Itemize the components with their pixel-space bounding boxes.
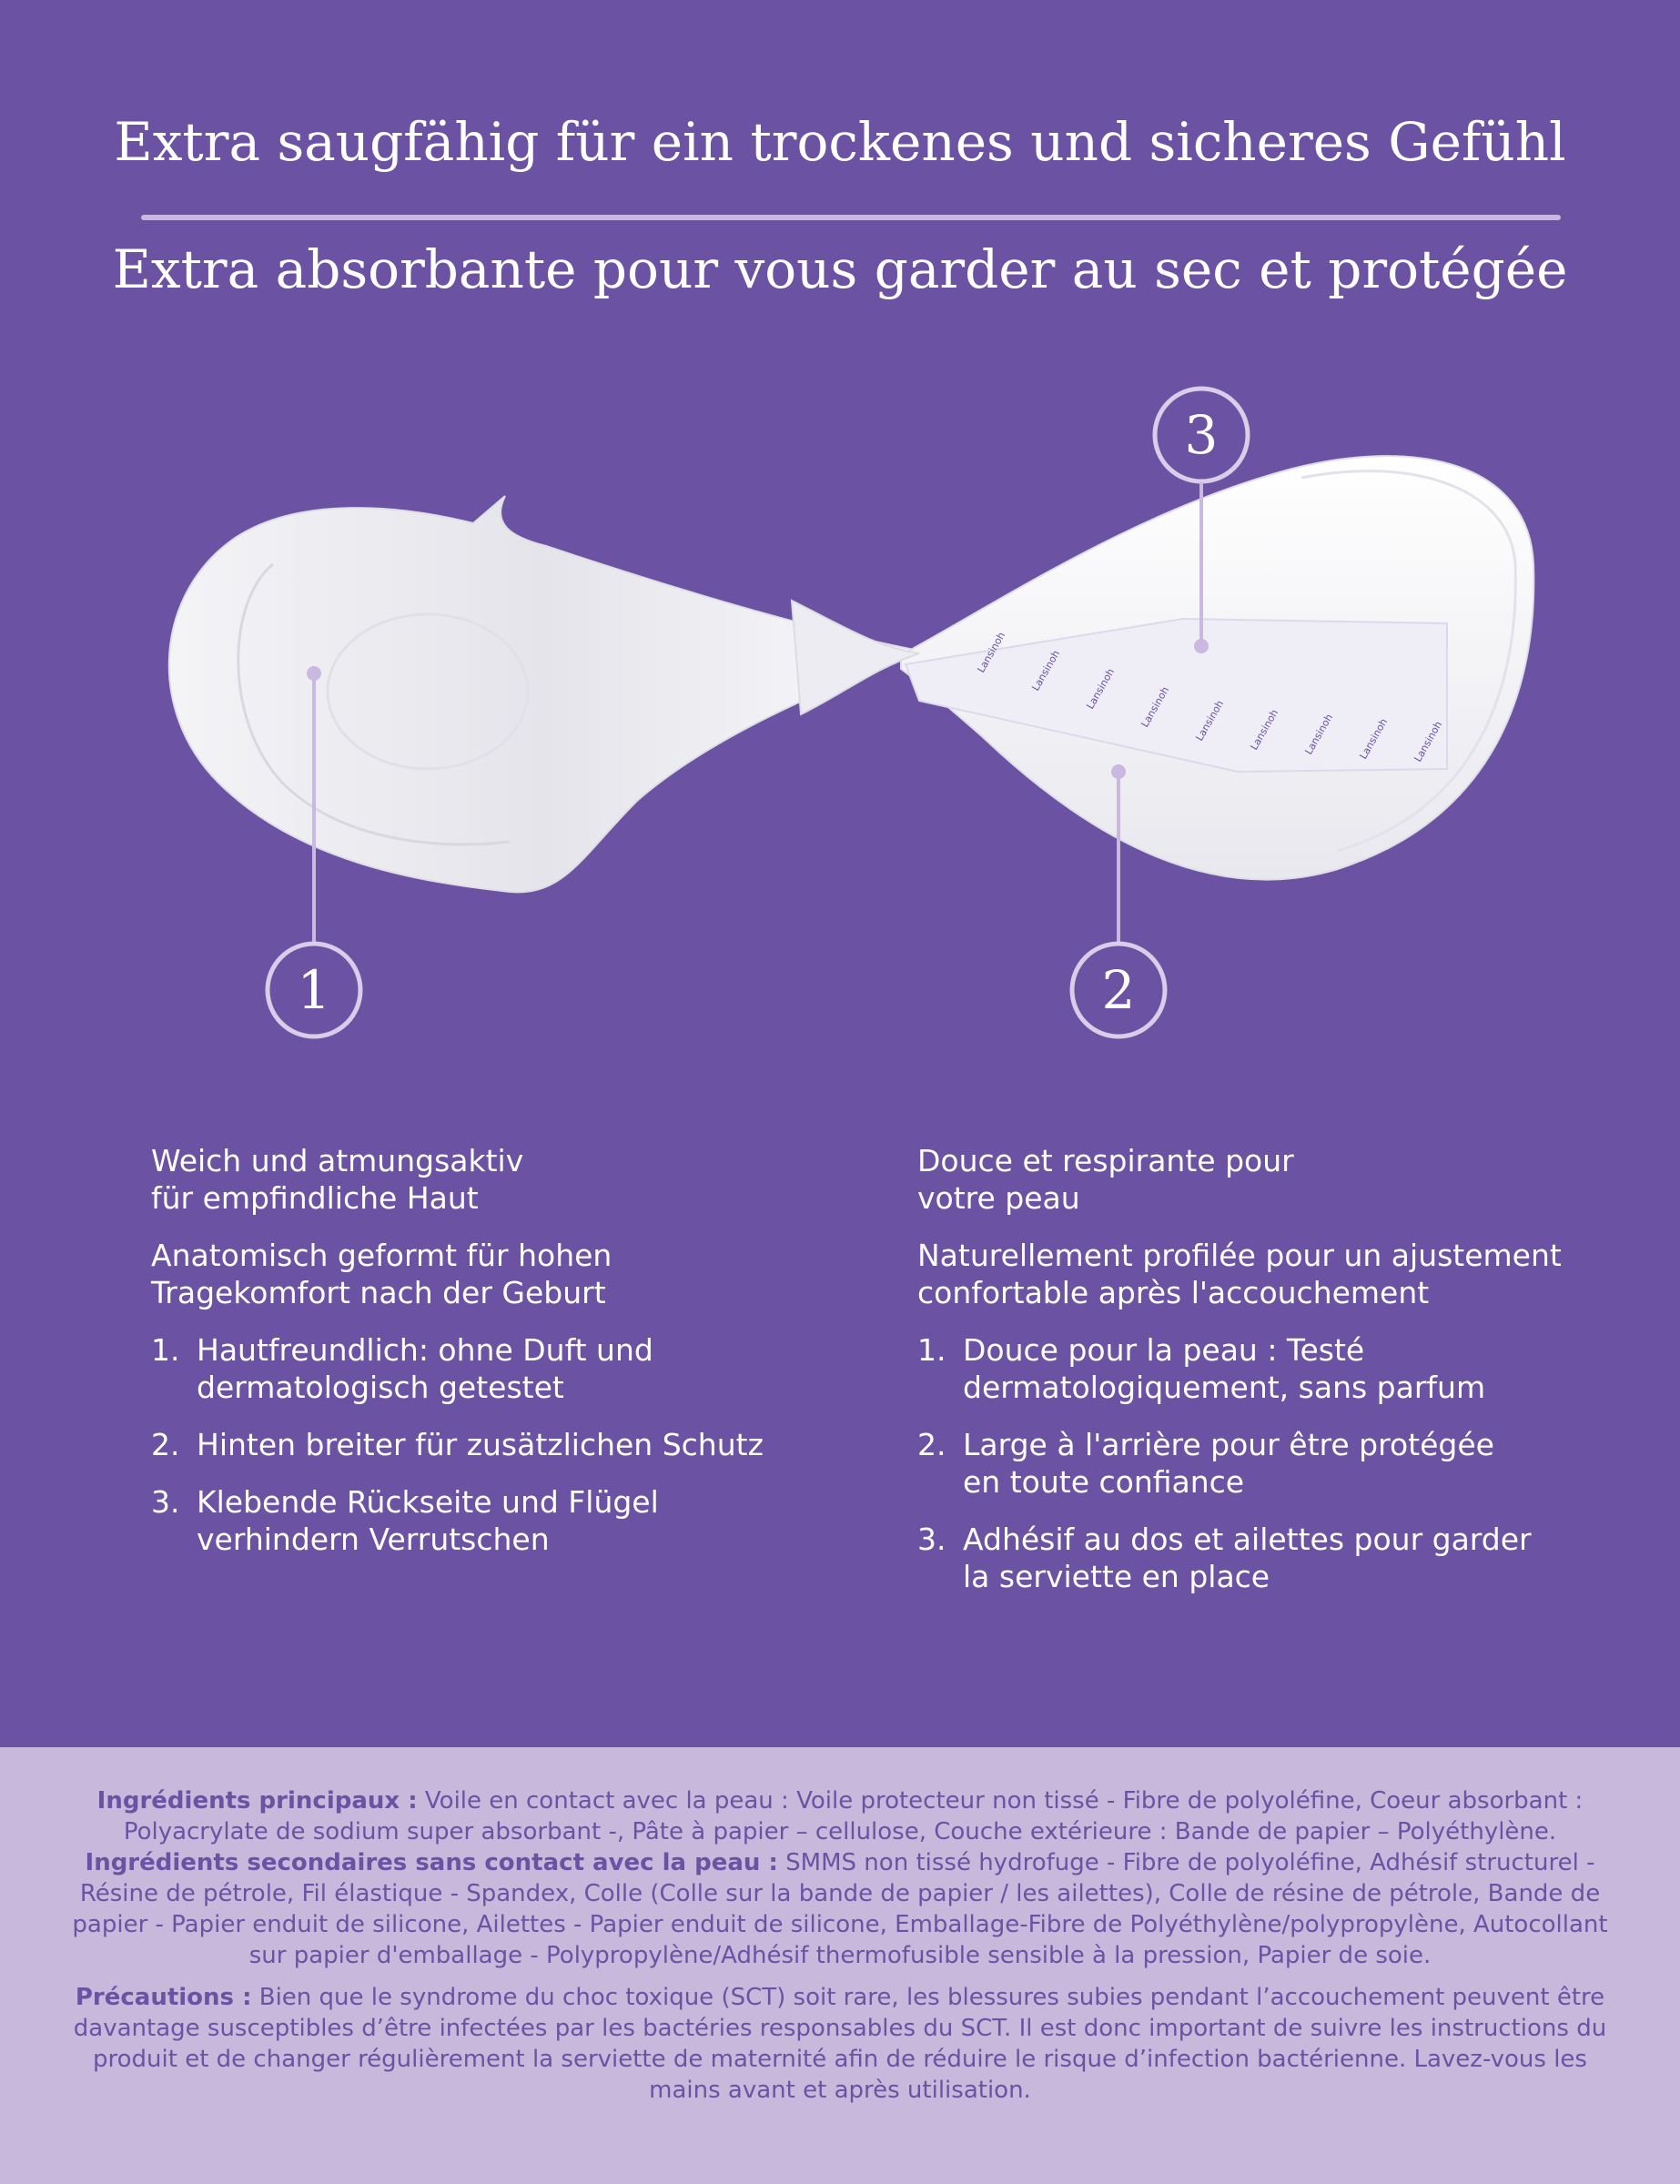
list-text: Douce pour la peau : Testé dermatologiquement, sans parfum	[963, 1332, 1486, 1405]
title-french: Extra absorbante pour vous garder au sec et protégée	[112, 238, 1568, 300]
list-text: Adhésif au dos et ailettes pour garder la serviette en place	[963, 1522, 1532, 1594]
strip-brand-text: Lansinoh	[1029, 648, 1063, 693]
ingredients-footer	[0, 1747, 1680, 2184]
precautions-paragraph	[71, 1982, 1609, 2106]
list-number: 2.	[151, 1427, 180, 1462]
french-column	[917, 1142, 1609, 1615]
strip-brand-text: Lansinoh	[1412, 719, 1445, 764]
french-intro-2: Naturellement profilée pour un ajustement confortable après l'accouchement	[917, 1238, 1562, 1310]
list-item	[917, 1331, 1609, 1406]
ingredients-text: Voile en contact avec la peau : Voile protecteur non tissé - Fibre de polyoléfine, Coeur absorbant : Polyacrylate de sodium super absorbant -, Pâte à papier – cellulose, Couche extérieure : Bande de papier – Polyéthylène.	[123, 1787, 1584, 1845]
title-divider	[141, 215, 1561, 220]
list-number: 3.	[151, 1484, 180, 1520]
list-text: Klebende Rückseite und Flügel verhindern Verrutschen	[197, 1484, 659, 1557]
list-number: 3.	[917, 1522, 946, 1557]
secondary-ingredients-text: SMMS non tissé hydrofuge - Fibre de polyoléfine, Adhésif structurel - Résine de pétrole, Fil élastique - Spandex, Colle (Colle sur la bande de papier / les ailettes), Colle de résine de pétrole, Bande de papier - Papier enduit de silicone, Ailettes - Papier enduit de silicone, Emballage-Fibre de Polyéthylène/polypropylène, Autocollant sur papier d'emballage - Polypropylène/Adhésif thermofusible sensible à la pression, Papier de soie.	[72, 1849, 1608, 1969]
strip-brand-text: Lansinoh	[1193, 698, 1227, 743]
french-feature-list	[917, 1331, 1609, 1595]
ingredients-label: Ingrédients principaux :	[96, 1787, 418, 1815]
strip-brand-text: Lansinoh	[1302, 712, 1336, 757]
strip-brand-text: Lansinoh	[1248, 707, 1281, 753]
list-number: 1.	[917, 1332, 946, 1368]
precautions-text: Bien que le syndrome du choc toxique (SCT) soit rare, les blessures subies pendant l’accouchement peuvent être davantage susceptibles d’être infectées par les bactéries responsables du SCT. Il est donc important de suivre les instructions du produit et de changer régulièrement la serviette de maternité afin de réduire le risque d’infection bactérienne. Lavez-vous les mains avant et après utilisation.	[73, 1984, 1607, 2104]
list-number: 2.	[917, 1427, 946, 1462]
maternity-pad-image	[0, 328, 1680, 1074]
callout-3-number: 3	[1184, 404, 1219, 466]
list-number: 1.	[151, 1332, 180, 1368]
list-text: Large à l'arrière pour être protégée en toute confiance	[963, 1427, 1494, 1500]
pad-twist	[792, 601, 919, 714]
list-item	[151, 1331, 843, 1406]
german-feature-list	[151, 1331, 843, 1558]
secondary-ingredients-label: Ingrédients secondaires sans contact avec la peau :	[85, 1849, 778, 1876]
strip-brand-text: Lansinoh	[1139, 684, 1172, 730]
french-intro-1: Douce et respirante pour votre peau	[917, 1143, 1294, 1216]
list-item	[151, 1426, 843, 1463]
strip-brand-text: Lansinoh	[1357, 716, 1391, 762]
german-column	[151, 1142, 843, 1578]
callout-2-number: 2	[1101, 959, 1136, 1021]
strip-brand-text: Lansinoh	[1084, 666, 1118, 712]
list-item	[917, 1426, 1609, 1501]
precautions-label: Précautions :	[75, 1984, 252, 2011]
callout-1-number: 1	[297, 959, 331, 1021]
list-text: Hinten breiter für zusätzlichen Schutz	[197, 1427, 764, 1462]
title-german: Extra saugfähig für ein trockenes und sicheres Gefühl	[114, 111, 1566, 173]
strip-brand-text: Lansinoh	[975, 630, 1008, 675]
german-intro-2: Anatomisch geformt für hohen Tragekomfort nach der Geburt	[151, 1238, 612, 1310]
german-intro-1: Weich und atmungsaktiv für empfindliche Haut	[151, 1143, 524, 1216]
list-item	[917, 1521, 1609, 1595]
pad-illustration	[0, 328, 1680, 1074]
ingredients-paragraph	[71, 1747, 1609, 1971]
header	[0, 0, 1680, 328]
list-text: Hautfreundlich: ohne Duft und dermatologisch getestet	[197, 1332, 653, 1405]
list-item	[151, 1483, 843, 1558]
